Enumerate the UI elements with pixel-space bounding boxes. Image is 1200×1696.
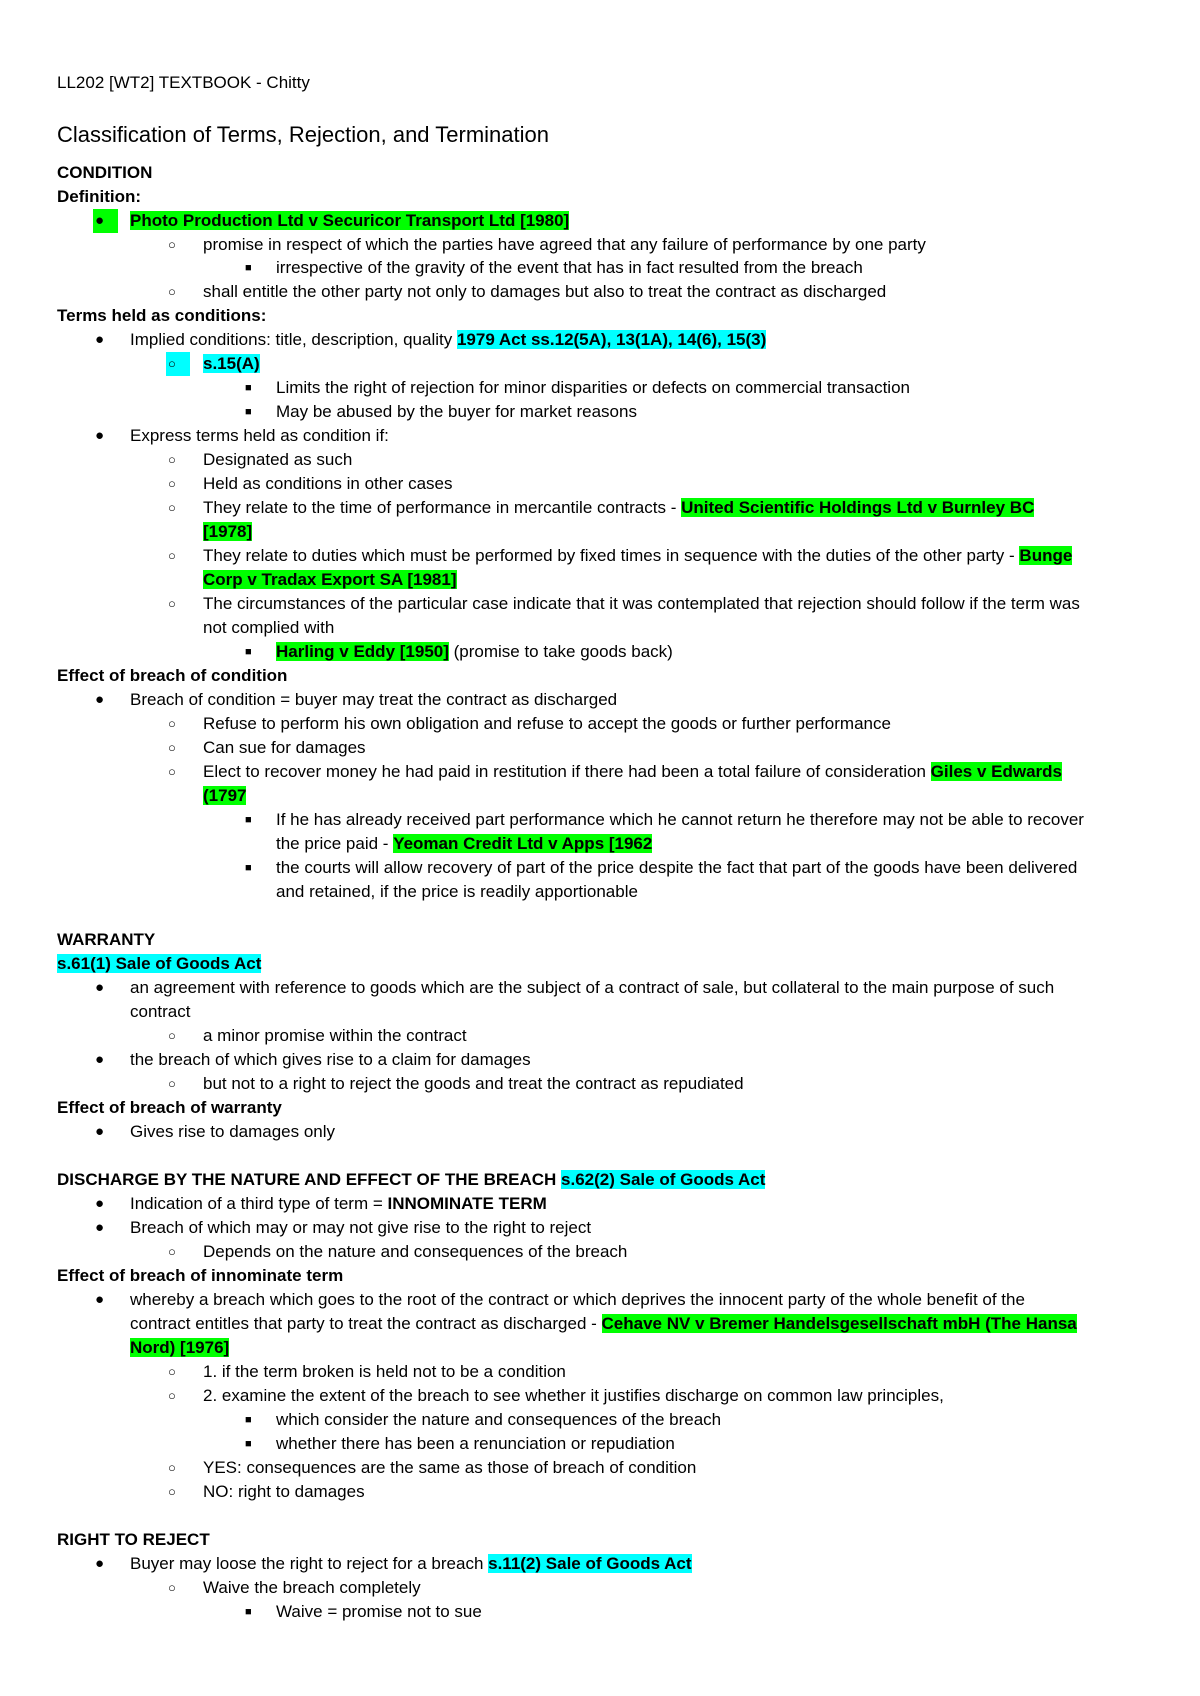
bullet-circle-icon: ○ [168,500,176,515]
bullet-circle-icon: ○ [168,1028,176,1043]
section-heading: CONDITION [57,163,153,182]
text-line [276,856,1077,880]
line-text: Gives rise to damages only [130,1122,336,1141]
line-text: an agreement with reference to goods which are the subject of a contract of sale, but collateral to the main purpose of such [130,978,1055,997]
text-line [203,1072,744,1096]
text-line [203,784,246,808]
line-text: but not to a right to reject the goods and treat the contract as repudiated [203,1074,744,1093]
bullet-dot-icon: ● [95,1123,105,1140]
line-text: Waive the breach completely [203,1578,421,1597]
text-line [276,376,910,400]
line-text: Refuse to perform his own obligation and refuse to accept the goods or further performance [203,714,891,733]
text-line [57,1264,343,1288]
text-line [203,472,452,496]
text-line [276,1600,482,1624]
bullet-circle-icon: ○ [168,764,176,779]
text-line [130,1000,190,1024]
text-line [203,760,1062,784]
line-text: YES: consequences are the same as those of breach of condition [203,1458,697,1477]
text-line [203,1360,566,1384]
line-text: contract entitles that party to treat the contract as discharged - [130,1314,602,1333]
line-text: If he has already received part performance which he cannot return he therefore may not be able to recover [276,810,1084,829]
case-citation: Photo Production Ltd v Securicor Transport Ltd [1980] [130,211,570,230]
line-text: Designated as such [203,450,353,469]
section-heading: Definition: [57,187,142,206]
case-citation: Bunge [1019,546,1073,565]
text-line [276,256,863,280]
text-line [203,592,1080,616]
text-line [203,568,457,592]
text-line [276,400,637,424]
text-line [203,1576,421,1600]
text-line [203,1480,365,1504]
text-line [276,1432,675,1456]
text-line [57,1168,765,1192]
text-line [57,304,266,328]
bullet-square-icon: ■ [245,646,252,658]
bullet-square-icon: ■ [245,814,252,826]
case-citation: Yeoman Credit Ltd v Apps [1962 [393,834,653,853]
line-text: shall entitle the other party not only to damages but also to treat the contract as discharged [203,282,887,301]
case-citation: Corp v Tradax Export SA [1981] [203,570,457,589]
bullet-circle-icon: ○ [168,548,176,563]
section-heading: Terms held as conditions: [57,306,267,325]
line-text: Buyer may loose the right to reject for a breach [130,1554,489,1573]
bullet-dot-icon: ● [95,331,105,348]
line-text: 1. if the term broken is held not to be a condition [203,1362,566,1381]
section-heading: Effect of breach of condition [57,666,288,685]
bullet-circle-icon: ○ [166,352,190,376]
line-text: a minor promise within the contract [203,1026,467,1045]
text-line [203,736,366,760]
line-text: Indication of a third type of term = [130,1194,388,1213]
text-line [130,1552,692,1576]
text-line [57,1528,210,1552]
statute-reference: s.61(1) Sale of Goods Act [57,954,262,973]
text-line [203,712,891,736]
case-citation: United Scientific Holdings Ltd v Burnley BC [681,498,1035,517]
bullet-dot-icon: ● [95,691,105,708]
line-text: They relate to duties which must be performed by fixed times in sequence with the duties of the other party - [203,546,1020,565]
text-line [130,1216,591,1240]
bullet-square-icon: ■ [245,382,252,394]
line-text: and retained, if the price is readily apportionable [276,882,638,901]
line-text: Breach of condition = buyer may treat the contract as discharged [130,690,618,709]
section-heading: WARRANTY [57,930,156,949]
bullet-circle-icon: ○ [168,452,176,467]
bullet-circle-icon: ○ [168,1076,176,1091]
bullet-dot-icon: ● [95,1195,105,1212]
line-text: irrespective of the gravity of the event that has in fact resulted from the breach [276,258,863,277]
line-text: Held as conditions in other cases [203,474,453,493]
statute-reference: s.11(2) Sale of Goods Act [488,1554,692,1573]
text-line [130,209,569,233]
text-line [276,1408,721,1432]
section-heading: RIGHT TO REJECT [57,1530,210,1549]
text-line [130,1120,335,1144]
bullet-dot-icon: ● [93,209,118,233]
line-text: which consider the nature and consequences of the breach [276,1410,722,1429]
bullet-square-icon: ■ [245,262,252,274]
section-heading: DISCHARGE BY THE NATURE AND EFFECT OF THE BREACH [57,1170,562,1189]
line-text: whereby a breach which goes to the root of the contract or which deprives the innocent party of the whole benefit of the [130,1290,1025,1309]
statute-reference: s.15(A) [203,354,260,373]
line-text: (promise to take goods back) [448,642,673,661]
text-line [276,640,673,664]
document-title: Classification of Terms, Rejection, and Termination [57,122,549,147]
bullet-square-icon: ■ [245,1438,252,1450]
line-text: The circumstances of the particular case indicate that it was contemplated that rejection should follow if the term was [203,594,1080,613]
case-citation: Nord) [1976] [130,1338,230,1357]
line-text: Waive = promise not to sue [276,1602,482,1621]
bullet-circle-icon: ○ [168,716,176,731]
bullet-circle-icon: ○ [168,596,176,611]
line-text: May be abused by the buyer for market reasons [276,402,637,421]
text-line [203,1240,627,1264]
bullet-dot-icon: ● [95,1051,105,1068]
bullet-dot-icon: ● [95,1291,105,1308]
text-line [203,280,886,304]
text-line [203,1456,696,1480]
text-line [130,328,766,352]
bullet-square-icon: ■ [245,406,252,418]
text-line [57,161,152,185]
text-line [276,832,652,856]
bullet-dot-icon: ● [95,1219,105,1236]
bullet-circle-icon: ○ [168,1244,176,1259]
bullet-circle-icon: ○ [168,237,176,252]
text-line [130,1288,1025,1312]
text-line [203,233,926,257]
statute-reference: 1979 Act ss.12(5A), 13(1A), 14(6), 15(3) [456,330,767,349]
bullet-circle-icon: ○ [168,1484,176,1499]
line-text: contract [130,1002,191,1021]
line-text: the price paid - [276,834,394,853]
text-line [276,808,1084,832]
line-text: Breach of which may or may not give rise to the right to reject [130,1218,592,1237]
text-line [203,616,334,640]
case-citation: Harling v Eddy [1950] [276,642,449,661]
text-line [57,928,155,952]
text-line [203,496,1034,520]
text-line [57,952,261,976]
bullet-dot-icon: ● [95,427,105,444]
bullet-square-icon: ■ [245,862,252,874]
bullet-dot-icon: ● [95,1555,105,1572]
case-citation: (1797 [203,786,247,805]
text-line [57,1096,282,1120]
line-text: Express terms held as condition if: [130,426,389,445]
line-text: 2. examine the extent of the breach to see whether it justifies discharge on common law principles, [203,1386,944,1405]
line-text: promise in respect of which the parties have agreed that any failure of performance by one party [203,235,926,254]
text-line [130,1048,531,1072]
bullet-circle-icon: ○ [168,740,176,755]
line-text: the courts will allow recovery of part of the price despite the fact that part of the goods have been delivered [276,858,1078,877]
text-line [276,880,638,904]
bullet-circle-icon: ○ [168,1364,176,1379]
line-text: NO: right to damages [203,1482,365,1501]
bullet-circle-icon: ○ [168,284,176,299]
section-heading: Effect of breach of innominate term [57,1266,344,1285]
line-text: not complied with [203,618,335,637]
bullet-circle-icon: ○ [168,1580,176,1595]
bullet-square-icon: ■ [245,1414,252,1426]
bullet-square-icon: ■ [245,1606,252,1618]
text-line [203,520,252,544]
bold-term: INNOMINATE TERM [387,1194,547,1213]
line-text: Depends on the nature and consequences of the breach [203,1242,628,1261]
line-text: the breach of which gives rise to a claim for damages [130,1050,531,1069]
text-line [203,544,1072,568]
case-citation: [1978] [203,522,253,541]
line-text: They relate to the time of performance in mercantile contracts - [203,498,682,517]
statute-reference: s.62(2) Sale of Goods Act [561,1170,766,1189]
case-citation: Cehave NV v Bremer Handelsgesellschaft mbH (The Hansa [601,1314,1077,1333]
line-text: Elect to recover money he had paid in restitution if there had been a total failure of consideration [203,762,931,781]
line-text: Can sue for damages [203,738,366,757]
text-line [130,1312,1077,1336]
document-header: LL202 [WT2] TEXTBOOK - Chitty [57,73,310,92]
line-text: Limits the right of rejection for minor disparities or defects on commercial transaction [276,378,910,397]
line-text: whether there has been a renunciation or repudiation [276,1434,675,1453]
line-text: Implied conditions: title, description, quality [130,330,457,349]
text-line [203,1024,467,1048]
section-heading: Effect of breach of warranty [57,1098,282,1117]
text-line [57,664,287,688]
text-line [203,1384,944,1408]
text-line [130,424,389,448]
bullet-dot-icon: ● [95,979,105,996]
text-line [130,1336,229,1360]
bullet-circle-icon: ○ [168,476,176,491]
case-citation: Giles v Edwards [930,762,1063,781]
text-line [203,448,352,472]
bullet-circle-icon: ○ [168,1460,176,1475]
text-line [130,1192,547,1216]
bullet-circle-icon: ○ [168,1388,176,1403]
text-line [57,185,141,209]
text-line [203,352,260,376]
text-line [130,688,617,712]
text-line [130,976,1054,1000]
